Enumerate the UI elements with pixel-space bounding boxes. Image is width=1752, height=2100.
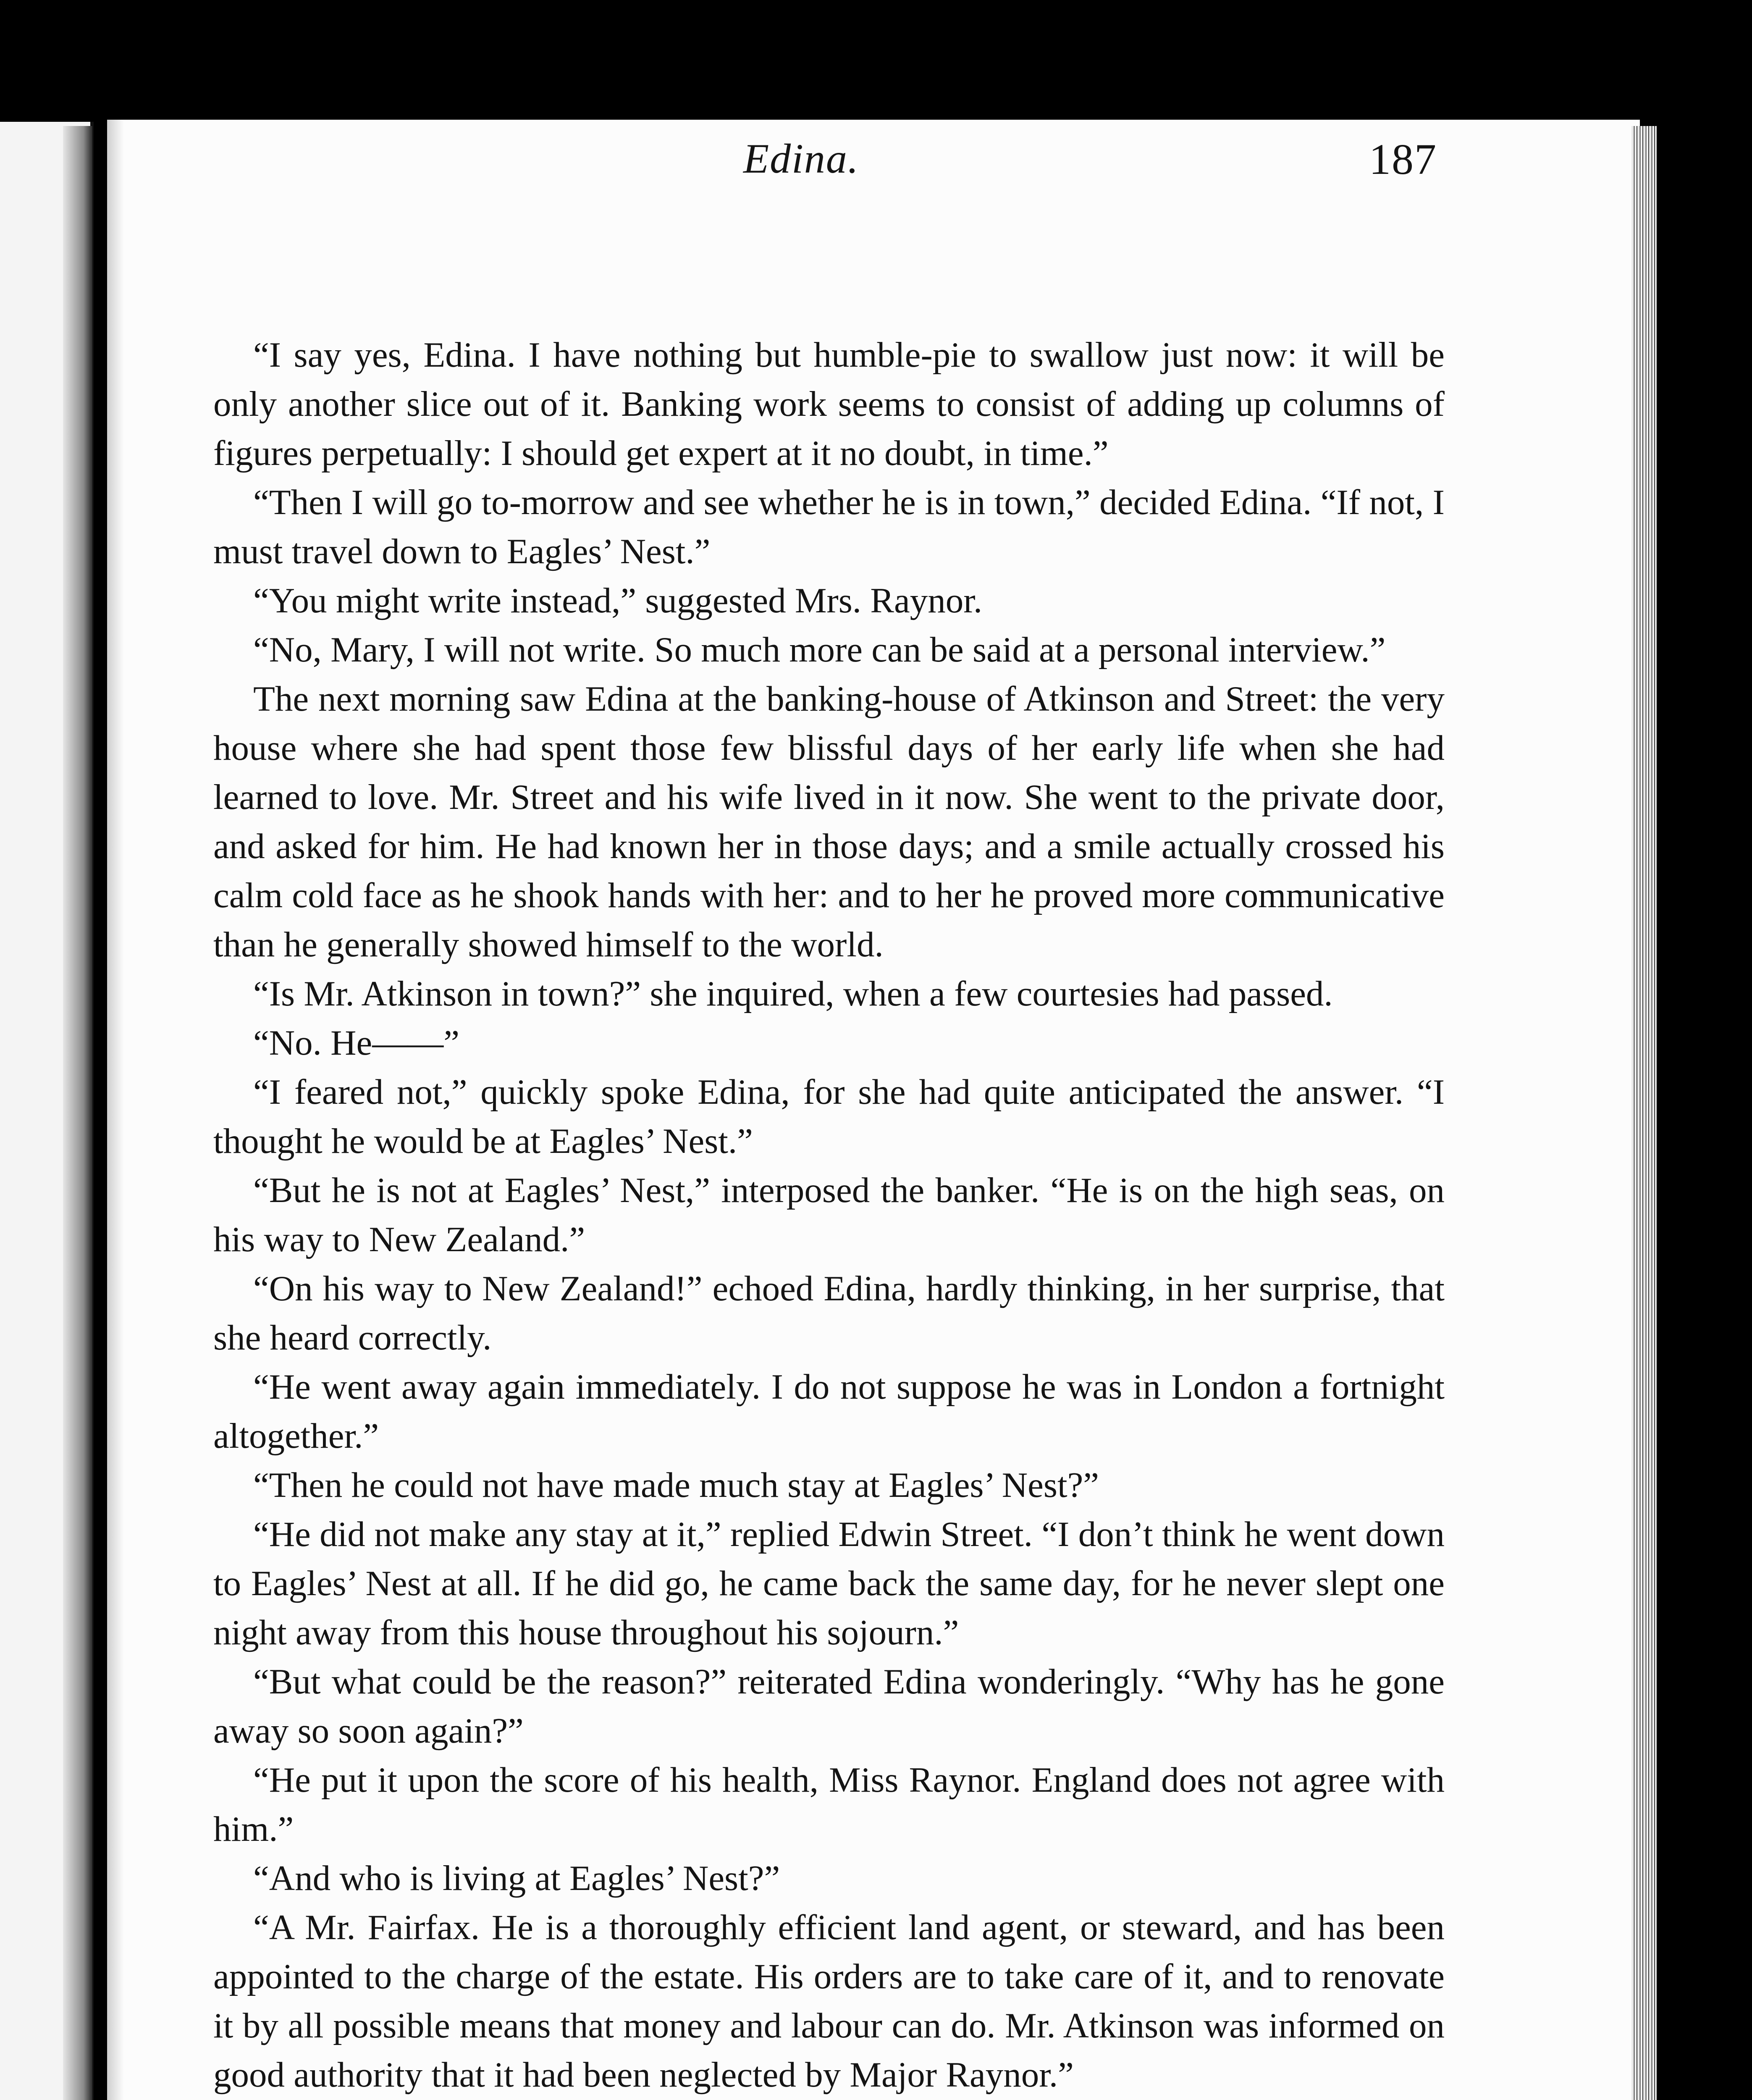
paragraph: “No, Mary, I will not write. So much more can be said at a personal interview.”	[253, 630, 1386, 669]
paragraph: “And who is living at Eagles’ Nest?”	[253, 1858, 780, 1898]
paragraph: The next morning saw Edina at the banking-house of Atkinson and Street: the very house where she had spent those few blissful days of her early life when she had learned to love. Mr. Street and his wife lived in it now. She went to the private door, and asked for him. He had known her in those days; and a smile actually crossed his calm cold face as he shook hands with her: and to her he proved more communicative than he generally showed himself to the world.	[213, 679, 1445, 964]
paragraph: “You might write instead,” suggested Mrs. Raynor.	[253, 581, 983, 620]
paragraph: “But he is not at Eagles’ Nest,” interposed the banker. “He is on the high seas, on his way to New Zealand.”	[213, 1171, 1445, 1259]
paragraph: “Then I will go to-morrow and see whether he is in town,” decided Edina. “If not, I must travel down to Eagles’ Nest.”	[213, 483, 1445, 571]
paragraph: “No. He——”	[253, 1023, 459, 1063]
binding-shadow	[63, 126, 92, 2100]
paragraph: “Is Mr. Atkinson in town?” she inquired, when a few courtesies had passed.	[253, 974, 1333, 1013]
paragraph: “I say yes, Edina. I have nothing but humble-pie to swallow just now: it will be only another slice out of it. Banking work seems to consist of adding up columns of figures perpetually: I should get expert at it no doubt, in time.”	[213, 335, 1445, 473]
page-stack-edge	[1631, 126, 1657, 2100]
paragraph: “On his way to New Zealand!” echoed Edina, hardly thinking, in her surprise, that she heard correctly.	[213, 1269, 1445, 1357]
paragraph: “He went away again immediately. I do not suppose he was in London a fortnight altogether.”	[213, 1367, 1445, 1456]
paragraph: “Then he could not have made much stay at Eagles’ Nest?”	[253, 1465, 1099, 1505]
paragraph: “He put it upon the score of his health, Miss Raynor. England does not agree with him.”	[213, 1760, 1445, 1849]
paragraph: “I feared not,” quickly spoke Edina, for she had quite anticipated the answer. “I thought he would be at Eagles’ Nest.”	[213, 1072, 1445, 1161]
paragraph: “But what could be the reason?” reiterated Edina wonderingly. “Why has he gone away so soon again?”	[213, 1662, 1445, 1751]
page-gutter-shade	[107, 120, 124, 2100]
paragraph: “A Mr. Fairfax. He is a thoroughly efficient land agent, or steward, and has been appointed to the charge of the estate. His orders are to take care of it, and to renovate it by all possible means that money and labour can do. Mr. Atkinson was informed on good authority that it had been neglected by Major Raynor.”	[213, 1908, 1445, 2095]
paragraph: “He did not make any stay at it,” replied Edwin Street. “I don’t think he went down to Eagles’ Nest at all. If he did go, he came back the same day, for he never slept one night away from this house throughout his sojourn.”	[213, 1515, 1445, 1652]
running-head	[107, 134, 1640, 185]
running-title: Edina.	[743, 135, 859, 182]
body-text	[213, 331, 1445, 2100]
page-number: 187	[1369, 135, 1437, 184]
